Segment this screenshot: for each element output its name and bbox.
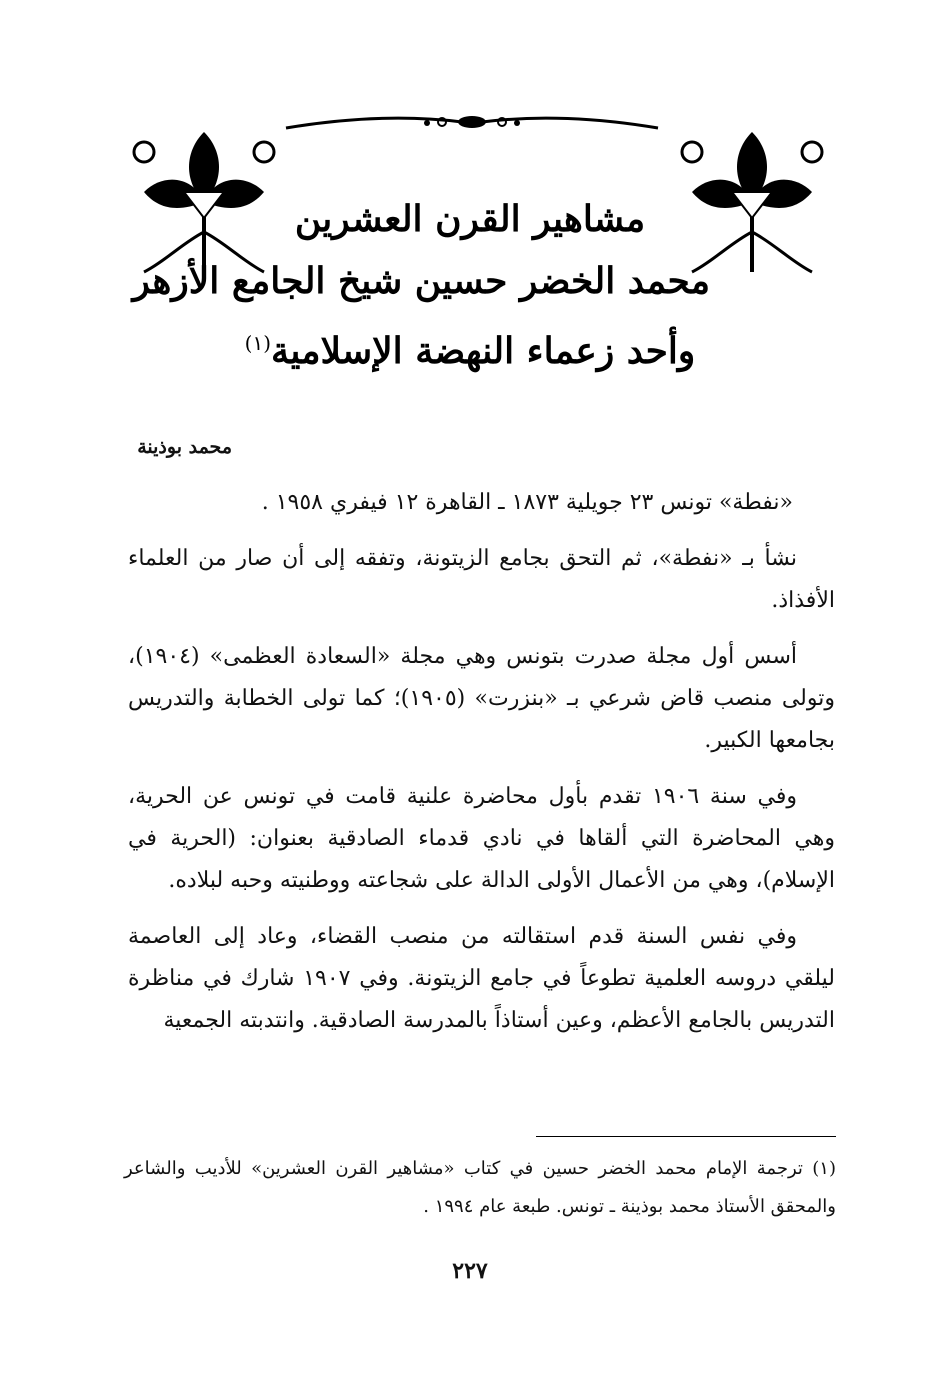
title-line-3-text: وأحد زعماء النهضة الإسلامية	[271, 330, 696, 372]
title-line-1: مشاهير القرن العشرين	[294, 198, 646, 240]
body-text	[128, 482, 835, 1056]
footnote	[124, 1150, 836, 1226]
paragraph: نشأ بـ «نفطة»، ثم التحق بجامع الزيتونة، وتفقه إلى أن صار من العلماء الأفذاذ.	[128, 546, 835, 613]
paragraph: وفي سنة ١٩٠٦ تقدم بأول محاضرة علنية قامت في تونس عن الحرية، وهي المحاضرة التي ألقاها في نادي قدماء الصادقية بعنوان: (الحرية في الإسلام)، وهي من الأعمال الأولى الدالة على شجاعته ووطنيته وحبه لبلاده.	[128, 784, 835, 893]
paragraph: أسس أول مجلة صدرت بتونس وهي مجلة «السعادة العظمى» (١٩٠٤)، وتولى منصب قاض شرعي بـ «بنزرت» (١٩٠٥)؛ كما تولى الخطابة والتدريس بجامعها الكبير.	[128, 644, 835, 753]
title-line-2: محمد الخضر حسين شيخ الجامع الأزهر	[132, 260, 710, 302]
footnote-separator	[536, 1136, 836, 1137]
paragraph: «نفطة» تونس ٢٣ جويلية ١٨٧٣ ـ القاهرة ١٢ فيفري ١٩٥٨ .	[261, 490, 793, 515]
page-number: ٢٢٧	[452, 1258, 488, 1284]
chapter-title	[132, 188, 710, 382]
footnote-text: (١) ترجمة الإمام محمد الخضر حسين في كتاب «مشاهير القرن العشرين» للأديب والشاعر والمحقق الأستاذ محمد بوذينة ـ تونس. طبعة عام ١٩٩٤ .	[124, 1158, 836, 1217]
footnote-marker: (١)	[244, 331, 272, 355]
ornamental-divider	[282, 108, 662, 138]
author-name: محمد بوذينة	[137, 436, 232, 458]
title-line-3	[230, 312, 710, 382]
paragraph: وفي نفس السنة قدم استقالته من منصب القضاء، وعاد إلى العاصمة ليلقي دروسه العلمية تطوعاً في جامع الزيتونة. وفي ١٩٠٧ شارك في مناظرة التدريس بالجامع الأعظم، وعين أستاذاً بالمدرسة الصادقية. وانتدبته الجمعية	[128, 924, 835, 1033]
